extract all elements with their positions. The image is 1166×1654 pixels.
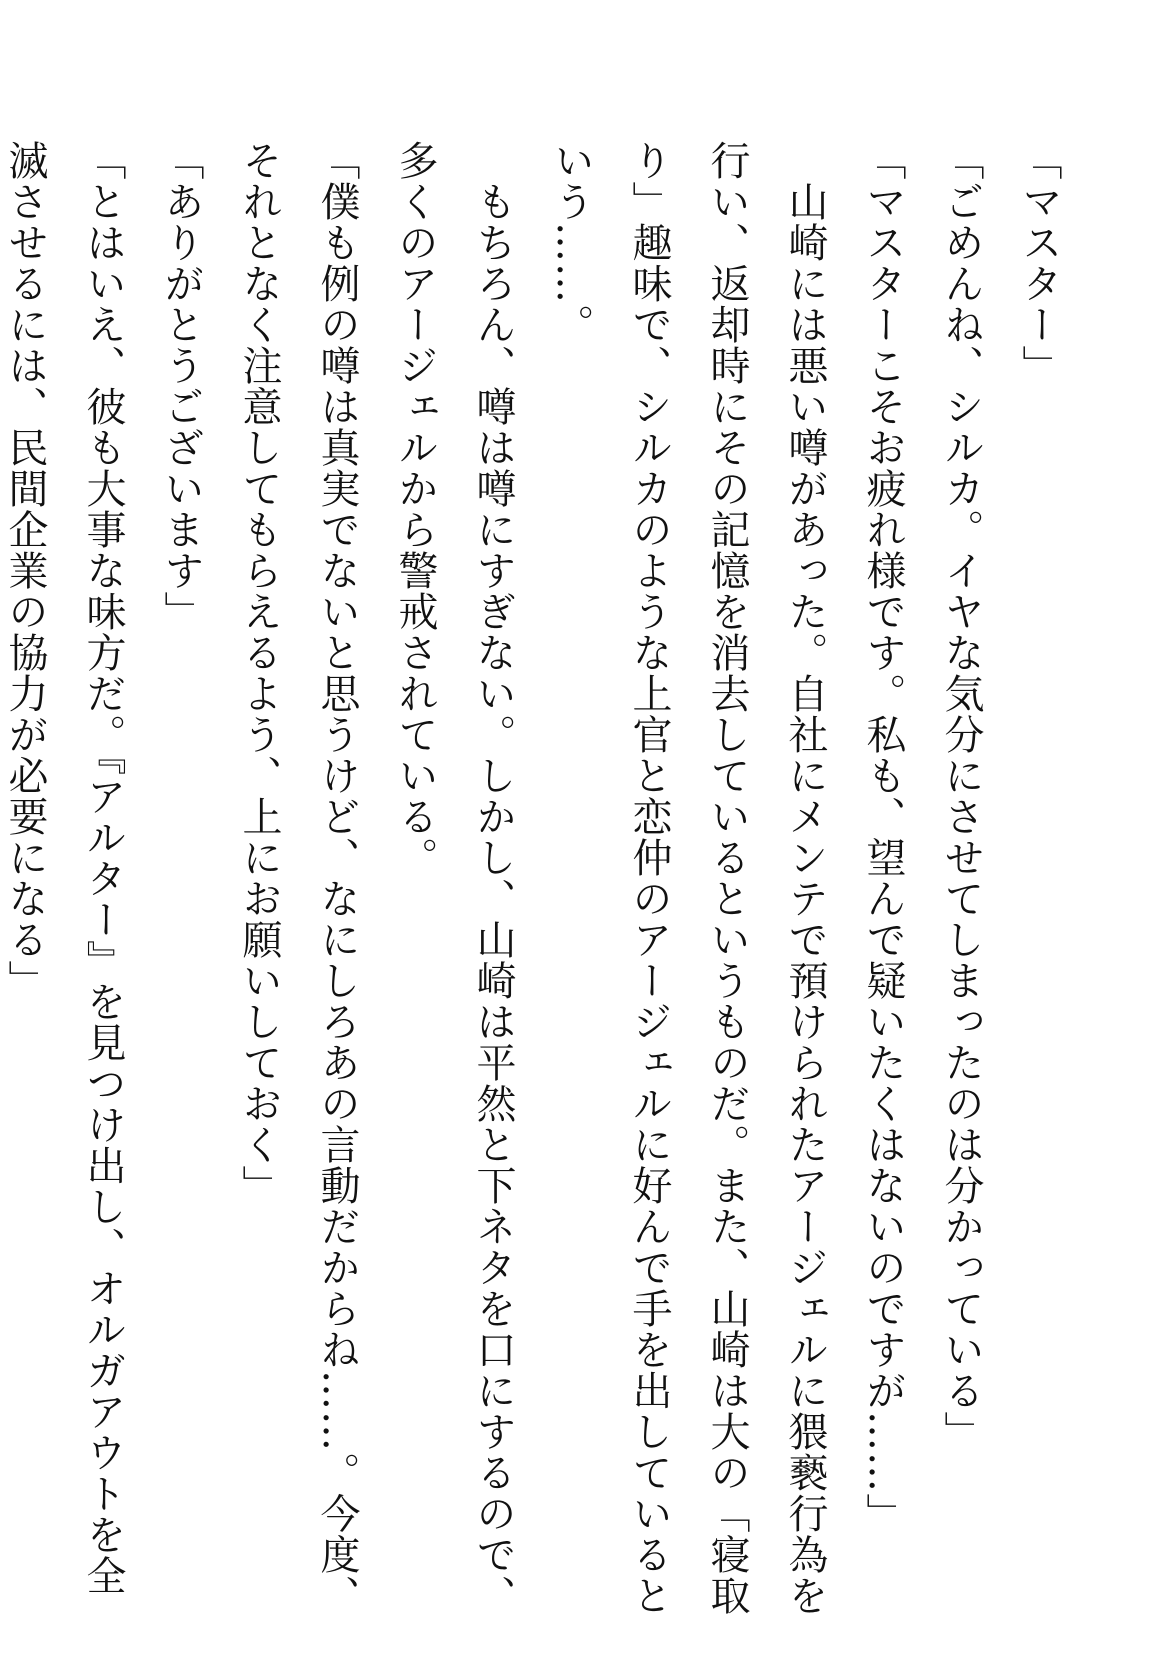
text-line: 「マスター」 — [1016, 140, 1062, 386]
text-line: 「ありがとうございます」 — [158, 140, 204, 632]
vertical-text-body — [0, 140, 1078, 1616]
text-line: 行い、返却時にその記憶を消去しているというものだ。また、山崎は大の「寝取 — [704, 140, 750, 1616]
text-line: 多くのアージェルから警戒されている。 — [392, 140, 438, 878]
text-line: もちろん、噂は噂にすぎない。しかし、山崎は平然と下ネタを口にするので、 — [470, 140, 516, 1616]
text-line: 山崎には悪い噂があった。自社にメンテで預けられたアージェルに猥褻行為を — [782, 140, 828, 1616]
text-line: り」趣味で、シルカのような上官と恋仲のアージェルに好んで手を出していると — [626, 140, 672, 1616]
text-line: 「マスターこそお疲れ様です。私も、望んで疑いたくはないのですが……」 — [860, 140, 906, 1534]
text-line: それとなく注意してもらえるよう、上にお願いしておく」 — [236, 140, 282, 1206]
text-line: いう……。 — [548, 140, 594, 345]
text-line: 「とはいえ、彼も大事な味方だ。『アルター』を見つけ出し、オルガアウトを全 — [80, 140, 126, 1596]
text-line: 「ごめんね、シルカ。イヤな気分にさせてしまったのは分かっている」 — [938, 140, 984, 1452]
text-line: 「僕も例の噂は真実でないと思うけど、なにしろあの言動だからね……。今度、 — [314, 140, 360, 1616]
text-line: 滅させるには、民間企業の協力が必要になる」 — [2, 140, 48, 1001]
